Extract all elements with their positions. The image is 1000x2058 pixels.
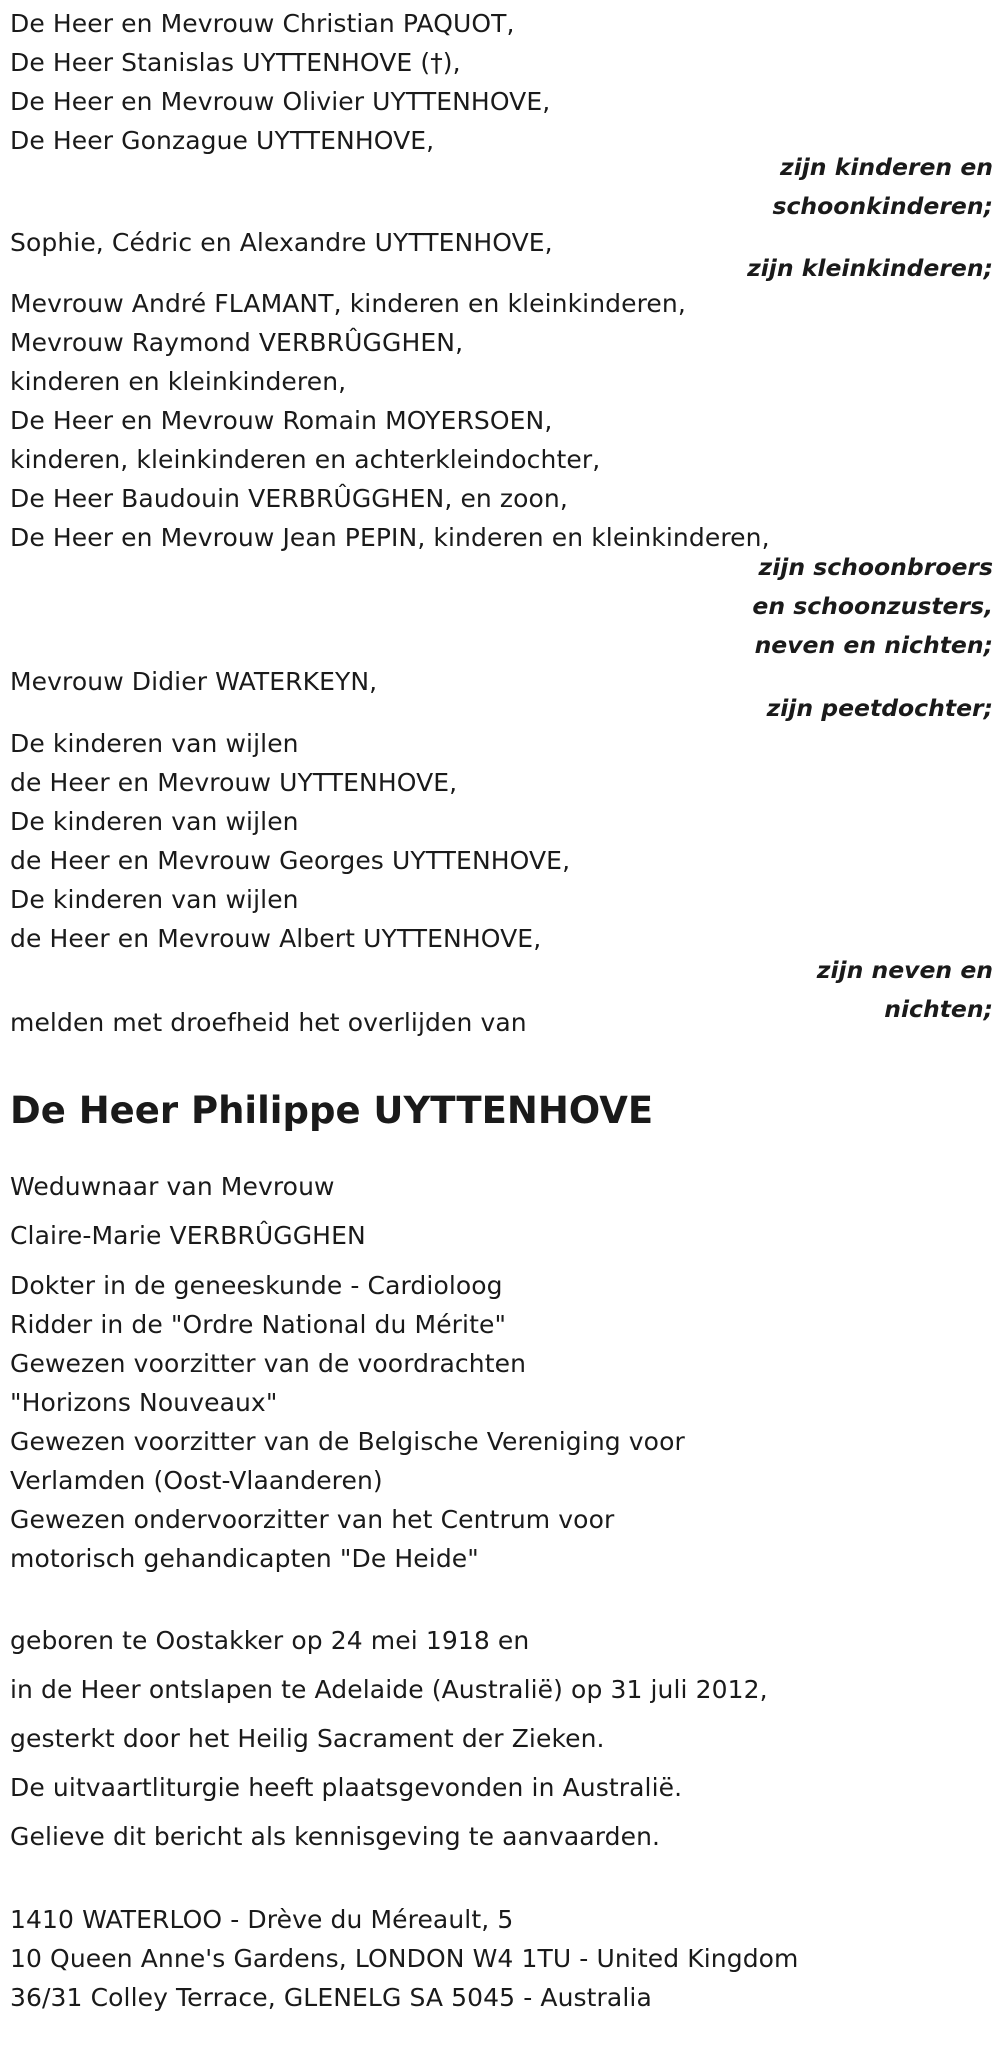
address-line: 1410 WATERLOO - Drève du Méreault, 5 — [10, 1905, 514, 1934]
title-line: Gewezen voorzitter van de Belgische Vereniging voor — [10, 1427, 685, 1456]
relative-line: De kinderen van wijlen — [10, 807, 299, 836]
relation-label: schoonkinderen; — [772, 192, 993, 220]
widower-line: Claire-Marie VERBRÛGGHEN — [10, 1221, 366, 1250]
relative-line: Mevrouw Didier WATERKEYN, — [10, 667, 378, 696]
relative-line: Mevrouw Raymond VERBRÛGGHEN, — [10, 328, 464, 357]
relative-line: De Heer Baudouin VERBRÛGGHEN, en zoon, — [10, 484, 568, 513]
deceased-name: De Heer Philippe UYTTENHOVE — [10, 1089, 654, 1132]
relation-label: neven en nichten; — [754, 631, 993, 659]
relative-line: De Heer Gonzague UYTTENHOVE, — [10, 126, 435, 155]
relative-line: De Heer en Mevrouw Jean PEPIN, kinderen en kleinkinderen, — [10, 523, 770, 552]
relation-label: nichten; — [884, 995, 993, 1023]
title-line: Dokter in de geneeskunde - Cardioloog — [10, 1271, 503, 1300]
relative-line: De Heer en Mevrouw Romain MOYERSOEN, — [10, 406, 553, 435]
title-line: Ridder in de "Ordre National du Mérite" — [10, 1310, 507, 1339]
detail-line: geboren te Oostakker op 24 mei 1918 en — [10, 1626, 530, 1655]
relative-line: Sophie, Cédric en Alexandre UYTTENHOVE, — [10, 228, 553, 257]
relation-label: zijn peetdochter; — [766, 694, 993, 722]
relative-line: De Heer Stanislas UYTTENHOVE (†), — [10, 48, 461, 77]
title-line: "Horizons Nouveaux" — [10, 1388, 278, 1417]
announcement-text: melden met droefheid het overlijden van — [10, 1008, 527, 1037]
title-line: Verlamden (Oost-Vlaanderen) — [10, 1466, 383, 1495]
detail-line: gesterkt door het Heilig Sacrament der Zieken. — [10, 1724, 605, 1753]
detail-line: in de Heer ontslapen te Adelaide (Australië) op 31 juli 2012, — [10, 1675, 768, 1704]
address-line: 10 Queen Anne's Gardens, LONDON W4 1TU - United Kingdom — [10, 1944, 799, 1973]
relative-line: De kinderen van wijlen — [10, 729, 299, 758]
relative-line: De Heer en Mevrouw Olivier UYTTENHOVE, — [10, 87, 551, 116]
relation-label: zijn kinderen en — [780, 153, 993, 181]
relation-label: en schoonzusters, — [752, 592, 993, 620]
title-line: motorisch gehandicapten "De Heide" — [10, 1544, 479, 1573]
relative-line: Mevrouw André FLAMANT, kinderen en kleinkinderen, — [10, 289, 686, 318]
relative-line: kinderen en kleinkinderen, — [10, 367, 347, 396]
relation-label: zijn neven en — [816, 956, 993, 984]
title-line: Gewezen ondervoorzitter van het Centrum voor — [10, 1505, 615, 1534]
detail-line: Gelieve dit bericht als kennisgeving te aanvaarden. — [10, 1822, 661, 1851]
relative-line: kinderen, kleinkinderen en achterkleindochter, — [10, 445, 601, 474]
relation-label: zijn kleinkinderen; — [747, 254, 993, 282]
widower-line: Weduwnaar van Mevrouw — [10, 1172, 335, 1201]
relation-label: zijn schoonbroers — [758, 553, 993, 581]
detail-line: De uitvaartliturgie heeft plaatsgevonden in Australië. — [10, 1773, 683, 1802]
relative-line: de Heer en Mevrouw UYTTENHOVE, — [10, 768, 458, 797]
relative-line: De Heer en Mevrouw Christian PAQUOT, — [10, 9, 515, 38]
relative-line: de Heer en Mevrouw Georges UYTTENHOVE, — [10, 846, 571, 875]
relative-line: De kinderen van wijlen — [10, 885, 299, 914]
title-line: Gewezen voorzitter van de voordrachten — [10, 1349, 527, 1378]
relative-line: de Heer en Mevrouw Albert UYTTENHOVE, — [10, 924, 542, 953]
address-line: 36/31 Colley Terrace, GLENELG SA 5045 - Australia — [10, 1983, 652, 2012]
